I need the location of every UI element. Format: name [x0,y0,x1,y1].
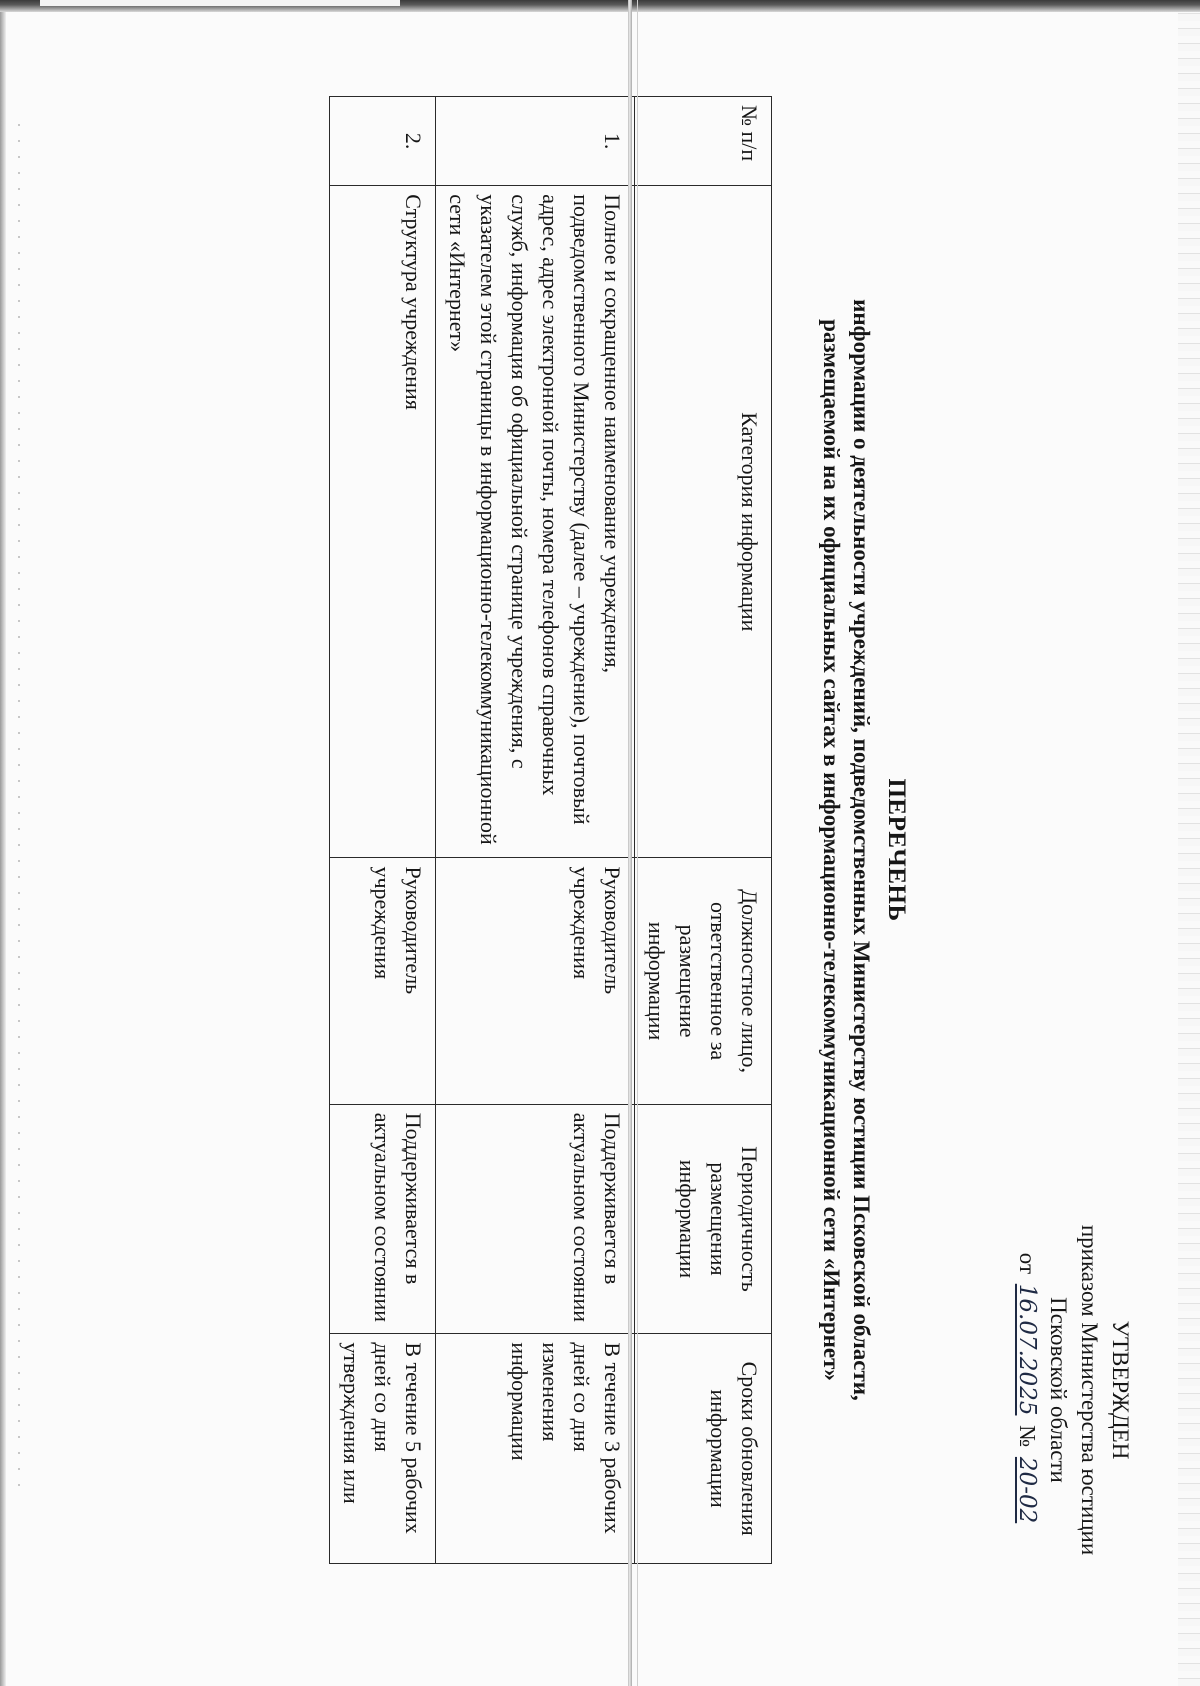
handwritten-number: 20-02 [1014,1456,1040,1524]
document-title [816,120,910,1580]
table-row [436,97,635,1564]
header-terms: Сроки обновления информации [635,1334,772,1564]
row-periodicity: Поддерживается в актуальном состоянии [436,1104,635,1334]
row-num: 2. [330,97,436,186]
approval-date-line [1011,1180,1043,1600]
header-category: Категория информации [635,186,772,858]
number-prefix: № [1015,1425,1040,1448]
row-category: Структура учреждения [330,186,436,858]
row-terms: В течение 3 рабочих дней со дня изменения информации [436,1334,635,1564]
handwritten-date: 16.07.2025 [1014,1283,1040,1416]
approval-title: УТВЕРЖДЕН [1108,1320,1133,1460]
scan-fold-line [628,0,632,1686]
row-terms: В течение 5 рабочих дней со дня утверждения или [330,1334,436,1564]
scan-fold-line-secondary [637,0,638,1686]
table-header-row [635,97,772,1564]
subtitle-line-2: размещаемой на их официальных сайтах в информационно-телекоммуникационной сети «Интернет» [819,319,844,1381]
approval-region: Псковской области [1046,1297,1071,1483]
table-row [330,97,436,1564]
row-responsible: Руководитель учреждения [436,858,635,1104]
header-responsible: Должностное лицо, ответственное за размещение информации [635,858,772,1104]
row-periodicity: Поддерживается в актуальном состоянии [330,1104,436,1334]
row-responsible: Руководитель учреждения [330,858,436,1104]
header-periodicity: Периодичность размещения информации [635,1104,772,1334]
page-title: ПЕРЕЧЕНЬ [883,778,910,922]
row-category: Полное и сокращенное наименование учреждения, подведомственного Министерству (далее – учреждение), почтовый адрес, адрес электронной почты, номера телефонов справочных служб, информация об официальной странице учреждения, с указателем этой страницы в информационно-телекоммуникационной сети «Интернет» [436,186,635,858]
approval-block [1011,1180,1136,1600]
approval-order: приказом Министерства юстиции [1077,1224,1102,1556]
information-table [329,96,772,1564]
date-prefix: от [1015,1252,1040,1275]
row-num: 1. [436,97,635,186]
header-num: № п/п [635,97,772,186]
subtitle-line-1: информации о деятельности учреждений, подведомственных Министерству юстиции Псковской области, [849,299,874,1401]
